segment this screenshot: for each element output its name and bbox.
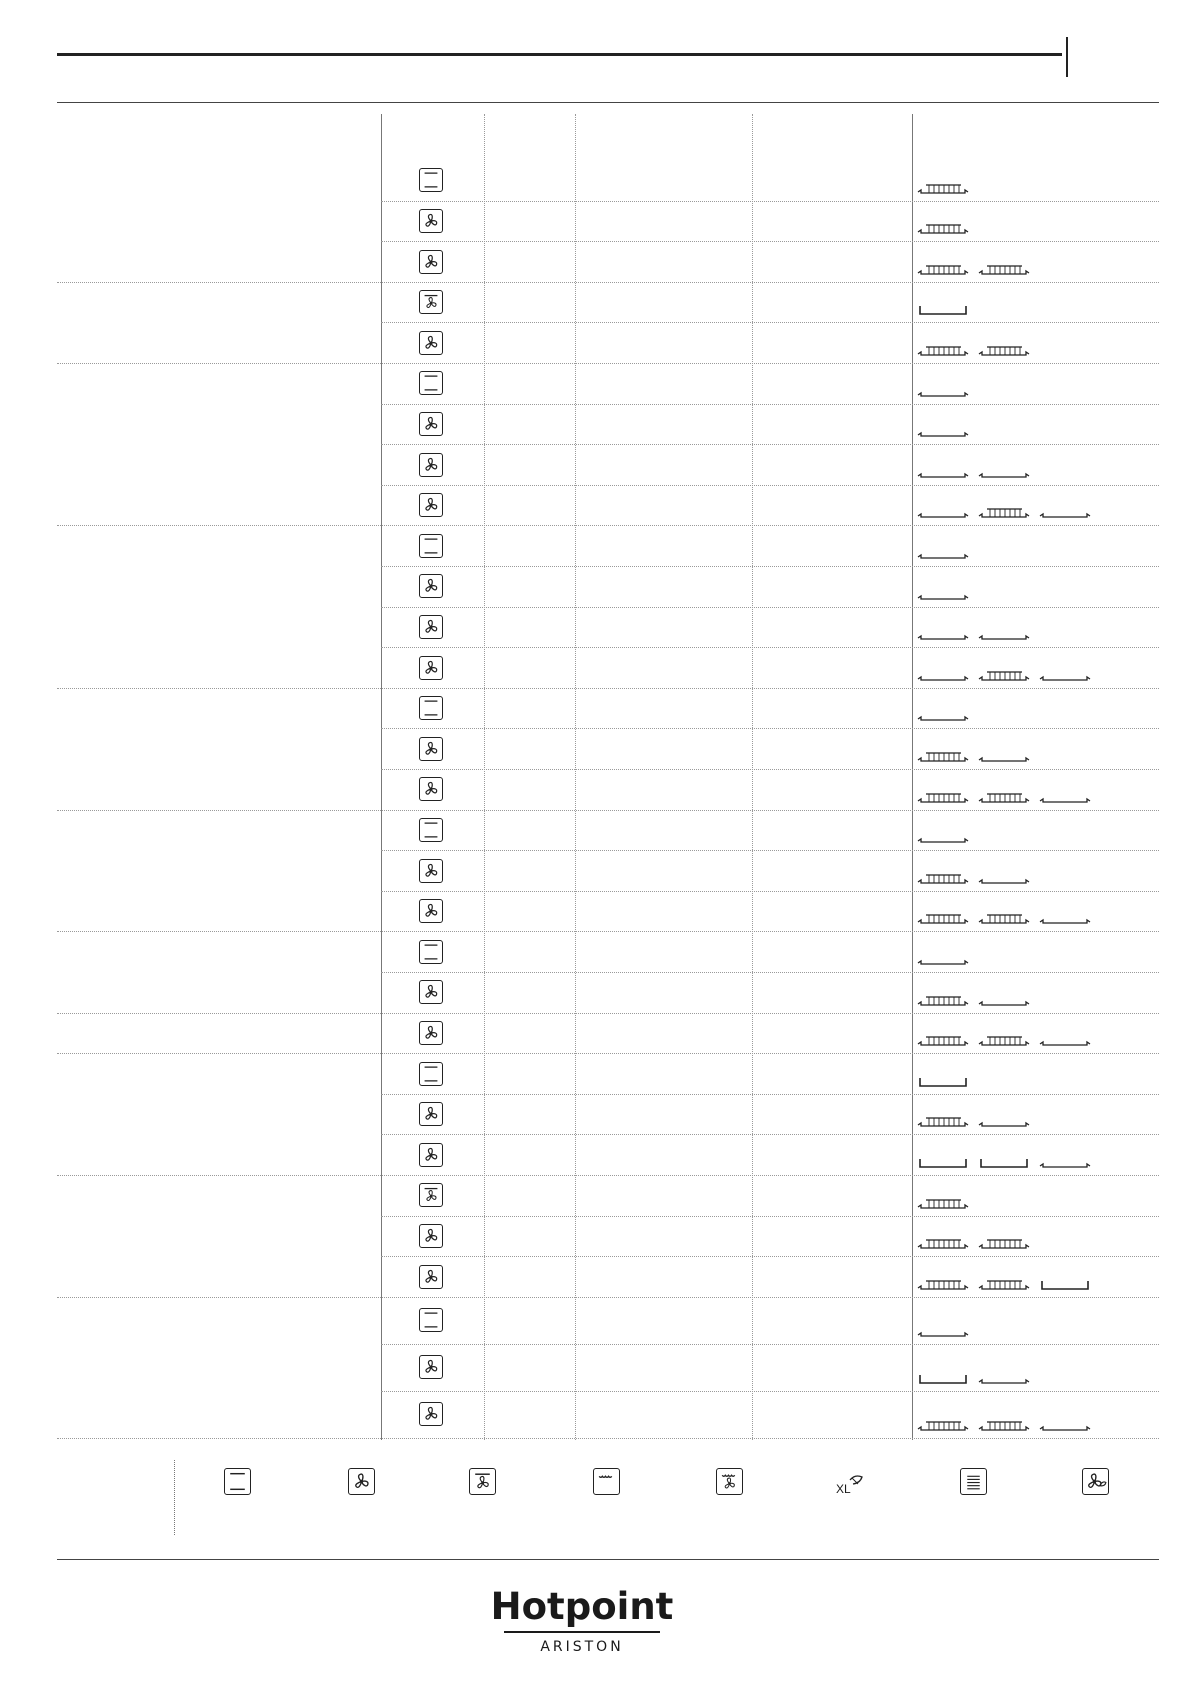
accessory-group bbox=[917, 384, 969, 398]
rack-icon bbox=[917, 871, 969, 885]
rack-icon bbox=[917, 221, 969, 235]
convection-grill-icon bbox=[419, 1183, 443, 1207]
rack-icon bbox=[978, 668, 1030, 682]
table-row bbox=[381, 1053, 1159, 1095]
baking-tray-icon bbox=[978, 1114, 1030, 1128]
accessory-group bbox=[917, 627, 1030, 641]
fan-icon bbox=[419, 777, 443, 801]
accessory-group bbox=[917, 830, 969, 844]
fan-icon bbox=[419, 980, 443, 1004]
table-row bbox=[381, 850, 1159, 892]
table-row bbox=[381, 201, 1159, 243]
top-tick bbox=[1066, 37, 1068, 77]
table-row bbox=[381, 444, 1159, 486]
accessory-group bbox=[917, 993, 1030, 1007]
deep-pan-icon bbox=[917, 1074, 969, 1088]
accessory-group bbox=[917, 1371, 1030, 1385]
rack-icon bbox=[917, 993, 969, 1007]
baking-tray-icon bbox=[978, 627, 1030, 641]
rack-icon bbox=[917, 749, 969, 763]
accessory-group bbox=[917, 262, 1030, 276]
rack-icon bbox=[917, 1418, 969, 1432]
baking-tray-icon bbox=[1039, 1155, 1091, 1169]
fan-icon bbox=[419, 412, 443, 436]
table-row bbox=[381, 1216, 1159, 1258]
fan-icon bbox=[419, 737, 443, 761]
baking-tray-icon bbox=[1039, 505, 1091, 519]
baking-tray-icon bbox=[917, 424, 969, 438]
rack-icon bbox=[978, 1236, 1030, 1250]
accessory-group bbox=[917, 181, 969, 195]
brand-subtitle: ARISTON bbox=[540, 1639, 624, 1655]
top-rule bbox=[57, 53, 1062, 56]
baking-tray-icon bbox=[917, 505, 969, 519]
fan-icon bbox=[419, 574, 443, 598]
table-row bbox=[381, 363, 1159, 405]
grill-icon bbox=[593, 1468, 620, 1495]
accessory-group bbox=[917, 749, 1030, 763]
eco-fan-icon bbox=[1082, 1468, 1109, 1495]
static-icon bbox=[419, 696, 443, 720]
rack-icon bbox=[978, 262, 1030, 276]
fan-icon bbox=[419, 493, 443, 517]
static-icon bbox=[419, 168, 443, 192]
table-row bbox=[381, 282, 1159, 324]
table-row bbox=[381, 1344, 1159, 1392]
static-icon bbox=[419, 818, 443, 842]
brand-underline bbox=[504, 1631, 660, 1633]
table-row bbox=[381, 728, 1159, 770]
baking-tray-icon bbox=[1039, 1033, 1091, 1047]
static-icon bbox=[419, 1308, 443, 1332]
accessory-group bbox=[917, 952, 969, 966]
baking-tray-icon bbox=[1039, 1418, 1091, 1432]
deep-pan-icon bbox=[917, 1371, 969, 1385]
rack-icon bbox=[917, 1114, 969, 1128]
fan-icon bbox=[419, 453, 443, 477]
baking-tray-icon bbox=[917, 708, 969, 722]
table-row bbox=[381, 404, 1159, 446]
baking-tray-icon bbox=[917, 384, 969, 398]
fan-icon bbox=[419, 1143, 443, 1167]
fan-icon bbox=[419, 1224, 443, 1248]
rack-icon bbox=[917, 790, 969, 804]
rack-icon bbox=[917, 343, 969, 357]
baking-tray-icon bbox=[917, 587, 969, 601]
table-row bbox=[381, 160, 1159, 202]
deep-pan-icon bbox=[978, 1155, 1030, 1169]
accessory-group bbox=[917, 424, 969, 438]
accessory-group bbox=[917, 1074, 969, 1088]
rack-icon bbox=[978, 790, 1030, 804]
baking-tray-icon bbox=[917, 465, 969, 479]
accessory-group bbox=[917, 465, 1030, 479]
table-row bbox=[381, 1094, 1159, 1136]
accessory-group bbox=[917, 1114, 1030, 1128]
fan-icon bbox=[419, 899, 443, 923]
fan-icon bbox=[419, 331, 443, 355]
static-icon bbox=[419, 1062, 443, 1086]
header-rule bbox=[57, 102, 1159, 103]
accessory-group bbox=[917, 505, 1091, 519]
accessory-group bbox=[917, 302, 969, 316]
fan-icon bbox=[419, 1265, 443, 1289]
baking-tray-icon bbox=[1039, 911, 1091, 925]
accessory-group bbox=[917, 1196, 969, 1210]
baking-tray-icon bbox=[917, 830, 969, 844]
accessory-group bbox=[917, 1277, 1091, 1291]
accessory-group bbox=[917, 546, 969, 560]
rack-icon bbox=[917, 911, 969, 925]
accessory-group bbox=[917, 790, 1091, 804]
accessory-group bbox=[917, 1418, 1091, 1432]
table-row bbox=[381, 607, 1159, 649]
accessory-group bbox=[917, 871, 1030, 885]
rack-icon bbox=[978, 1418, 1030, 1432]
baking-tray-icon bbox=[917, 668, 969, 682]
baking-tray-icon bbox=[917, 627, 969, 641]
xl-icon bbox=[838, 1468, 865, 1495]
accessory-group bbox=[917, 221, 969, 235]
table-row bbox=[381, 525, 1159, 567]
fan-icon bbox=[419, 615, 443, 639]
table-row bbox=[381, 810, 1159, 852]
turbo-grill-icon bbox=[716, 1468, 743, 1495]
rack-icon bbox=[917, 181, 969, 195]
convection-grill-icon bbox=[469, 1468, 496, 1495]
legend-separator bbox=[174, 1460, 175, 1535]
table-row bbox=[381, 688, 1159, 730]
bottom-rule bbox=[57, 1559, 1159, 1560]
fan-icon bbox=[419, 1355, 443, 1379]
bread-icon bbox=[960, 1468, 987, 1495]
rack-icon bbox=[978, 911, 1030, 925]
rack-icon bbox=[978, 343, 1030, 357]
fan-icon bbox=[348, 1468, 375, 1495]
accessory-group bbox=[917, 668, 1091, 682]
convection-grill-icon bbox=[419, 290, 443, 314]
rack-icon bbox=[978, 1033, 1030, 1047]
static-icon bbox=[419, 371, 443, 395]
fan-icon bbox=[419, 250, 443, 274]
baking-tray-icon bbox=[978, 465, 1030, 479]
accessory-group bbox=[917, 1324, 969, 1338]
accessory-group bbox=[917, 1155, 1091, 1169]
table-row bbox=[381, 566, 1159, 608]
static-icon bbox=[224, 1468, 251, 1495]
deep-pan-icon bbox=[917, 1155, 969, 1169]
static-icon bbox=[419, 534, 443, 558]
rack-icon bbox=[917, 1236, 969, 1250]
baking-tray-icon bbox=[1039, 790, 1091, 804]
baking-tray-icon bbox=[917, 952, 969, 966]
table-row bbox=[381, 1297, 1159, 1345]
xl-label: XL bbox=[836, 1482, 851, 1496]
fan-icon bbox=[419, 1021, 443, 1045]
table-row bbox=[381, 931, 1159, 973]
baking-tray-icon bbox=[978, 871, 1030, 885]
rack-icon bbox=[917, 262, 969, 276]
deep-pan-icon bbox=[1039, 1277, 1091, 1291]
static-icon bbox=[419, 940, 443, 964]
fan-icon bbox=[419, 209, 443, 233]
fan-icon bbox=[419, 859, 443, 883]
rack-icon bbox=[917, 1033, 969, 1047]
rack-icon bbox=[917, 1196, 969, 1210]
baking-tray-icon bbox=[917, 546, 969, 560]
brand-name: Hotpoint bbox=[490, 1585, 674, 1628]
fan-icon bbox=[419, 1102, 443, 1126]
baking-tray-icon bbox=[978, 1371, 1030, 1385]
rack-icon bbox=[978, 505, 1030, 519]
deep-pan-icon bbox=[917, 302, 969, 316]
baking-tray-icon bbox=[917, 1324, 969, 1338]
rack-icon bbox=[978, 1277, 1030, 1291]
rack-icon bbox=[917, 1277, 969, 1291]
accessory-group bbox=[917, 911, 1091, 925]
baking-tray-icon bbox=[978, 749, 1030, 763]
baking-tray-icon bbox=[978, 993, 1030, 1007]
accessory-group bbox=[917, 708, 969, 722]
baking-tray-icon bbox=[1039, 668, 1091, 682]
accessory-group bbox=[917, 587, 969, 601]
table-row bbox=[381, 1175, 1159, 1217]
fan-icon bbox=[419, 1402, 443, 1426]
accessory-group bbox=[917, 1033, 1091, 1047]
brand-logo bbox=[490, 1585, 674, 1655]
accessory-group bbox=[917, 343, 1030, 357]
fan-icon bbox=[419, 656, 443, 680]
accessory-group bbox=[917, 1236, 1030, 1250]
